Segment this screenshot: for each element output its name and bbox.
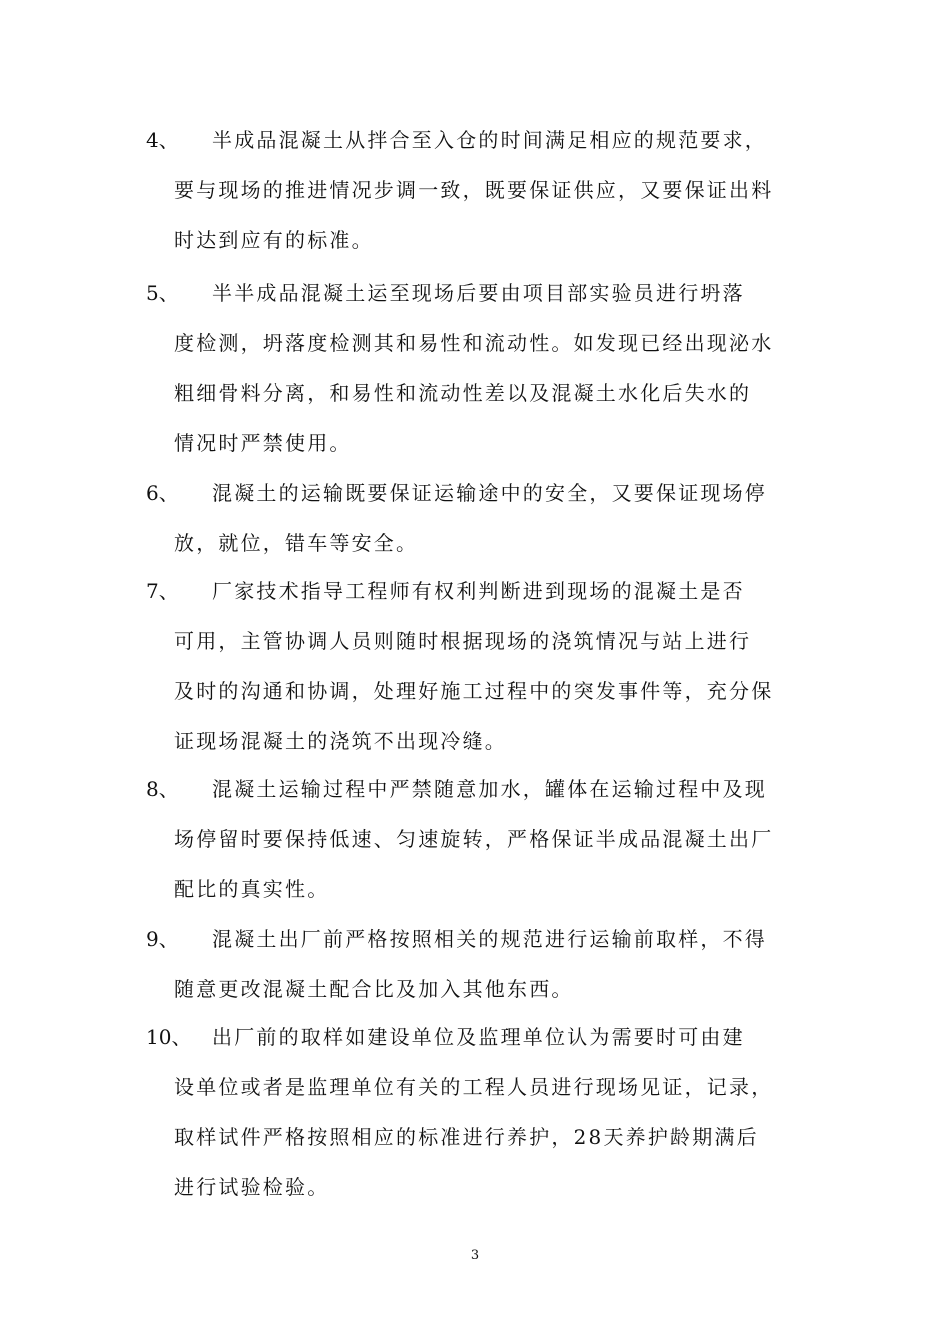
- item-number: 8、: [146, 777, 179, 801]
- item-text-line: 粗细骨料分离，和易性和流动性差以及混凝土水化后失水的: [174, 381, 752, 405]
- item-text-line: 配比的真实性。: [174, 877, 330, 901]
- item-text-line: 出厂前的取样如建设单位及监理单位认为需要时可由建: [212, 1025, 745, 1049]
- item-text-line: 混凝土出厂前严格按照相关的规范进行运输前取样，不得: [212, 927, 767, 951]
- item-text-line: 进行试验检验。: [174, 1175, 330, 1199]
- item-number: 7、: [146, 579, 179, 603]
- item-number: 9、: [146, 927, 179, 951]
- item-text-line: 场停留时要保持低速、匀速旋转，严格保证半成品混凝土出厂: [174, 827, 774, 851]
- item-text-line: 时达到应有的标准。: [174, 228, 374, 252]
- item-number: 6、: [146, 481, 179, 505]
- item-text-line: 度检测，坍落度检测其和易性和流动性。如发现已经出现泌水: [174, 331, 774, 355]
- item-text-line: 厂家技术指导工程师有权利判断进到现场的混凝土是否: [212, 579, 745, 603]
- item-text-line: 证现场混凝土的浇筑不出现冷缝。: [174, 729, 507, 753]
- item-number: 10、: [146, 1025, 192, 1049]
- item-text-line: 取样试件严格按照相应的标准进行养护，28天养护龄期满后: [174, 1125, 759, 1149]
- item-text-line: 要与现场的推进情况步调一致，既要保证供应，又要保证出料: [174, 178, 774, 202]
- page-number: 3: [470, 1248, 480, 1263]
- item-text-line: 半成品混凝土从拌合至入仓的时间满足相应的规范要求，: [212, 128, 767, 152]
- item-text-line: 设单位或者是监理单位有关的工程人员进行现场见证，记录，: [174, 1075, 774, 1099]
- item-text-line: 情况时严禁使用。: [174, 431, 352, 455]
- item-text-line: 半半成品混凝土运至现场后要由项目部实验员进行坍落: [212, 281, 745, 305]
- item-text-line: 混凝土的运输既要保证运输途中的安全，又要保证现场停: [212, 481, 767, 505]
- item-text-line: 可用，主管协调人员则随时根据现场的浇筑情况与站上进行: [174, 629, 752, 653]
- item-number: 4、: [146, 128, 179, 152]
- item-text-line: 随意更改混凝土配合比及加入其他东西。: [174, 977, 574, 1001]
- item-text-line: 及时的沟通和协调，处理好施工过程中的突发事件等，充分保: [174, 679, 774, 703]
- item-number: 5、: [146, 281, 179, 305]
- item-text-line: 放，就位，错车等安全。: [174, 531, 419, 555]
- item-text-line: 混凝土运输过程中严禁随意加水，罐体在运输过程中及现: [212, 777, 767, 801]
